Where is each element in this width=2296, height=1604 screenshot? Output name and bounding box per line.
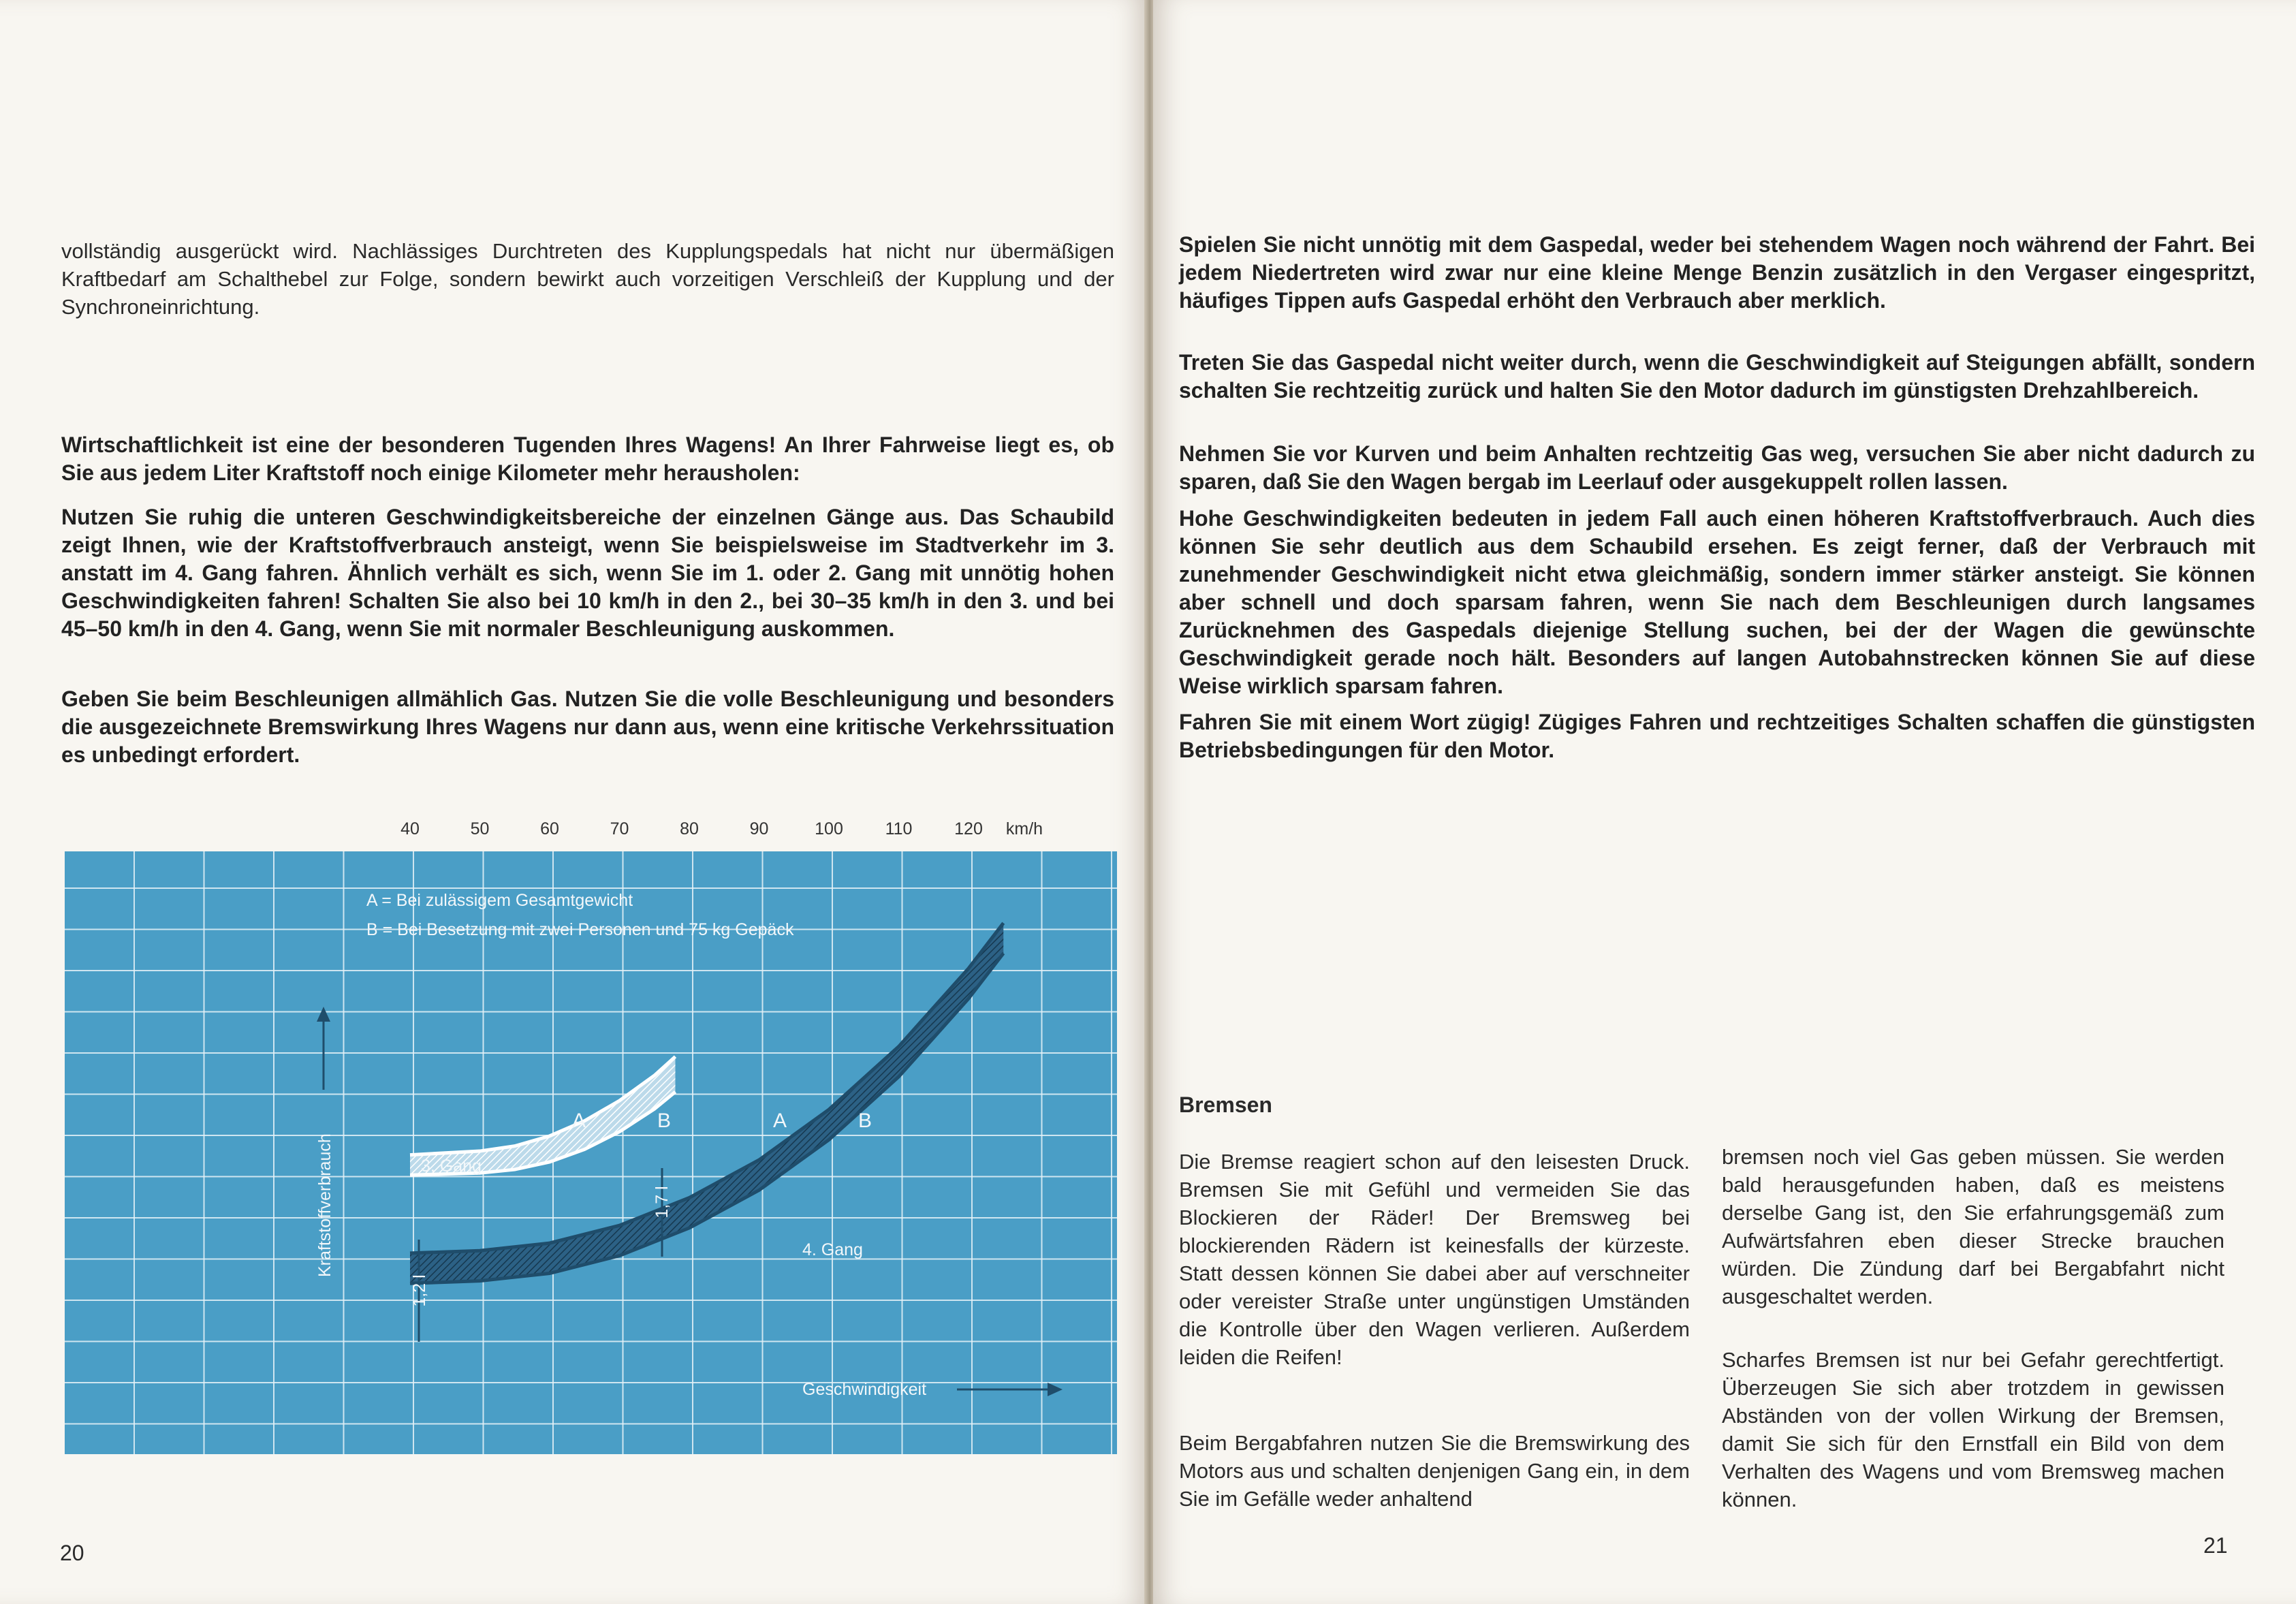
right-paragraph-4: Hohe Geschwindigkeiten bedeuten in jedem Fall auch einen höheren Kraftstoffverbrauch. Auch dies können Sie sehr deutlich aus dem Schaubild ersehen. Es zeigt ferner, daß der Verbrauch mit zunehmender Geschwindigkeit nicht etwa gleichmäßig, sondern immer stärker ansteigt. Sie können aber schnell und doch sparsam fahren, wenn Sie nach dem Beschleunigen durch langsames Zurücknehmen des Gaspedals diejenige Stellung suchen, bei der der Wagen die gewünschte Geschwindigkeit gerade noch hält. Besonders auf langen Autobahnstrecken können Sie auf diese Weise wirklich sparsam fahren.: [1179, 506, 2255, 698]
bremsen-col1-paragraph-1: Die Bremse reagiert schon auf den leisesten Druck. Bremsen Sie mit Gefühl und vermeiden Sie das Blockieren der Räder! Der Bremsweg bei blockierenden Rädern ist keinesfalls der kürzeste. Statt dessen können Sie dabei aber auf verschneiter oder vereister Straße unter ungünstigen Umständen die Kontrolle über den Wagen verlieren. Außerdem leiden die Reifen!: [1179, 1150, 1690, 1369]
x-tick-label: 80: [680, 819, 699, 838]
x-tick-label: 120: [954, 819, 983, 838]
right-paragraph-3: Nehmen Sie vor Kurven und beim Anhalten rechtzeitig Gas weg, versuchen Sie aber nicht dadurch zu sparen, daß Sie den Wagen bergab im Leerlauf oder ausgekuppelt rollen lassen.: [1179, 441, 2255, 494]
bremsen-col2-paragraph-2: Scharfes Bremsen ist nur bei Gefahr gerechtfertigt. Überzeugen Sie sich aber trotzdem in gewissen Abständen von der vollen Wirkung der Bremsen, damit Sie sich für den Ernstfall ein Bild von dem Verhalten des Wagens und vom Bremsweg machen können.: [1722, 1348, 2224, 1511]
x-tick-label: 50: [470, 819, 490, 838]
page-number-left: 20: [60, 1541, 84, 1565]
series-label-4-gang: 4. Gang: [802, 1240, 863, 1259]
right-page: [1153, 0, 2296, 1604]
series-label-3-gang: 3. Gang: [421, 1157, 482, 1176]
left-paragraph-2: Wirtschaftlichkeit ist eine der besonderen Tugenden Ihres Wagens! An Ihrer Fahrweise liegt es, ob Sie aus jedem Liter Kraftstoff noch einige Kilometer mehr herausholen:: [61, 433, 1114, 485]
left-paragraph-1: vollständig ausgerückt wird. Nachlässiges Durchtreten des Kupplungspedals hat nicht nur übermäßigen Kraftbedarf am Schalthebel zur Folge, sondern bewirkt auch vorzeitigen Verschleiß der Kupplung und der Synchroneinrichtung.: [61, 239, 1114, 319]
left-paragraph-3: Nutzen Sie ruhig die unteren Geschwindigkeitsbereiche der einzelnen Gänge aus. Das Schaubild zeigt Ihnen, wie der Kraftstoffverbrauch ansteigt, wenn Sie beispielsweise im Stadtverkehr im 3. anstatt im 4. Gang fahren. Ähnlich verhält es sich, wenn Sie im 1. oder 2. Gang mit unnötig hohen Geschwindigkeiten fahren! Schalten Sie also bei 10 km/h in den 2., bei 30–35 km/h in den 3. und bei 45–50 km/h in den 4. Gang, wenn Sie mit normaler Beschleunigung auskommen.: [61, 505, 1114, 641]
right-paragraph-2: Treten Sie das Gaspedal nicht weiter durch, wenn die Geschwindigkeit auf Steigungen abfällt, sondern schalten Sie rechtzeitig zurück und halten Sie den Motor dadurch im günstigsten Drehzahlbereich.: [1179, 350, 2255, 403]
x-axis-label: Geschwindigkeit: [802, 1380, 927, 1399]
x-axis-unit: km/h: [1005, 819, 1043, 838]
x-tick-label: 40: [400, 819, 420, 838]
right-paragraph-5: Fahren Sie mit einem Wort zügig! Zügiges Fahren und rechtzeitiges Schalten schaffen die günstigsten Betriebsbedingungen für den Motor.: [1179, 710, 2255, 762]
diff-label-3-gang: 1,7 l: [652, 1186, 672, 1218]
label-b-3-gang: B: [657, 1110, 672, 1132]
legend-b: B = Bei Besetzung mit zwei Personen und 75 kg Gepäck: [366, 920, 794, 939]
right-paragraph-1: Spielen Sie nicht unnötig mit dem Gaspedal, weder bei stehendem Wagen noch während der Fahrt. Bei jedem Niedertreten wird zwar nur eine kleine Menge Benzin zusätzlich in den Vergaser eingespritzt, häufiges Tippen aufs Gaspedal erhöht den Verbrauch aber merklich.: [1179, 232, 2255, 313]
fuel-consumption-chart: [0, 0, 1146, 1485]
x-tick-label: 70: [610, 819, 629, 838]
label-a-3-gang: A: [571, 1110, 586, 1132]
left-page: [0, 0, 1146, 1604]
bremsen-col2-paragraph-1: bremsen noch viel Gas geben müssen. Sie werden bald herausgefunden haben, daß es meistens derselbe Gang ist, den Sie erfahrungsgemäß zum Aufwärtsfahren eben dieser Strecke brauchen würden. Die Zündung darf bei Bergabfahrt nicht ausgeschaltet werden.: [1722, 1145, 2224, 1308]
x-tick-label: 60: [540, 819, 559, 838]
left-paragraph-4: Geben Sie beim Beschleunigen allmählich Gas. Nutzen Sie die volle Beschleunigung und besonders die ausgezeichnete Bremswirkung Ihres Wagens nur dann aus, wenn eine kritische Verkehrssituation es unbedingt erfordert.: [61, 687, 1114, 767]
chart-x-axis: [400, 819, 1043, 838]
bremsen-col1-paragraph-2: Beim Bergabfahren nutzen Sie die Bremswirkung des Motors aus und schalten denjenigen Gang ein, in dem Sie im Gefälle weder anhaltend: [1179, 1431, 1690, 1511]
page-number-right: 21: [2203, 1533, 2228, 1558]
x-tick-label: 90: [749, 819, 769, 838]
label-b-4-gang: B: [858, 1110, 872, 1132]
x-tick-label: 100: [815, 819, 843, 838]
x-tick-label: 110: [885, 819, 913, 838]
label-a-4-gang: A: [772, 1110, 787, 1132]
section-heading-bremsen: Bremsen: [1179, 1092, 1272, 1117]
legend-a: A = Bei zulässigem Gesamtgewicht: [366, 891, 633, 910]
chart-background: [65, 851, 1117, 1454]
diff-label-4-gang: 1,2 l: [410, 1274, 429, 1307]
y-axis-label: Kraftstoffverbrauch: [315, 1133, 334, 1277]
